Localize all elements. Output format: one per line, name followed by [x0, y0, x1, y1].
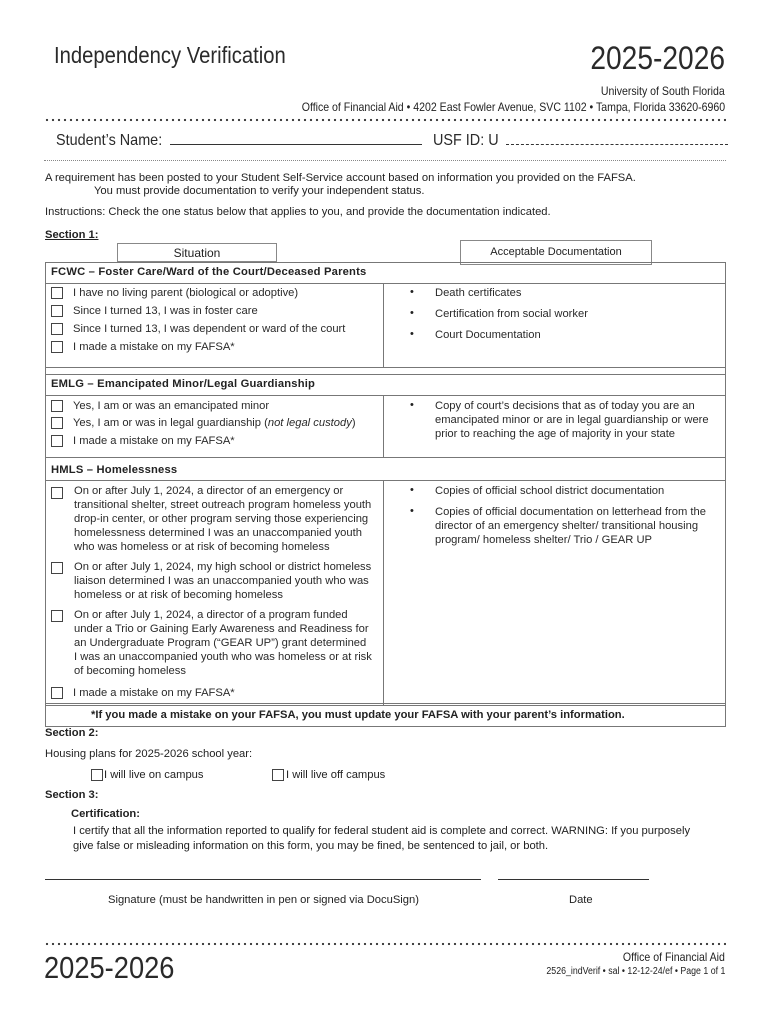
- hmls-option-1-line: who was homeless or at risk of becoming homeless: [74, 541, 330, 553]
- intro-line-1: A requirement has been posted to your Student Self-Service account based on information you provided on the FAFSA.: [45, 172, 636, 184]
- hmls-doc-line: director of an emergency shelter/ transitional housing: [435, 520, 699, 532]
- name-divider: [44, 160, 726, 161]
- hmls-option-3-line: On or after July 1, 2024, a director of a program funded: [74, 609, 348, 621]
- emlg-emancipated-checkbox[interactable]: [51, 400, 63, 412]
- university-name: University of South Florida: [601, 84, 725, 98]
- usf-id-field[interactable]: [506, 131, 728, 145]
- hmls-option-3-line: under a Trio or Gaining Early Awareness and Readiness for: [74, 623, 369, 635]
- fcwc-doc: Certification from social worker: [435, 308, 588, 320]
- row-divider: [45, 395, 726, 396]
- emlg-guardianship-checkbox[interactable]: [51, 417, 63, 429]
- bullet-icon: •: [410, 286, 414, 298]
- hmls-doc-line: program/ homeless shelter/ Trio / GEAR UP: [435, 534, 652, 546]
- signature-line[interactable]: [45, 879, 481, 880]
- off-campus-label: I will live off campus: [286, 769, 386, 781]
- emlg-doc-line: Copy of court’s decisions that as of today you are an: [435, 400, 695, 412]
- student-info-row: [56, 131, 728, 150]
- hmls-option-4: I made a mistake on my FAFSA*: [73, 687, 235, 699]
- section-2-label: Section 2:: [45, 727, 99, 739]
- footer-year: 2025-2026: [44, 950, 175, 985]
- usf-id-label: USF ID: U: [432, 132, 499, 149]
- hmls-trio-gearup-checkbox[interactable]: [51, 610, 63, 622]
- hmls-option-1-line: homelessness determined I was an unaccompanied youth: [74, 527, 362, 539]
- hmls-option-1-line: transitional shelter, street outreach program homeless youth: [74, 499, 372, 511]
- student-name-label: Student’s Name:: [56, 132, 163, 149]
- fcwc-doc: Death certificates: [435, 287, 522, 299]
- hmls-shelter-director-checkbox[interactable]: [51, 487, 63, 499]
- certification-line-2: give false or misleading information on this form, you may be fined, be sentenced to jail, or both.: [73, 840, 549, 852]
- student-name-field[interactable]: [170, 131, 422, 145]
- emlg-doc-line: prior to reaching the age of majority in your state: [435, 428, 676, 440]
- fcwc-doc: Court Documentation: [435, 329, 541, 341]
- date-label: Date: [569, 894, 593, 906]
- bullet-icon: •: [410, 307, 414, 319]
- bullet-icon: •: [410, 328, 414, 340]
- header-divider: [44, 118, 726, 122]
- emlg-heading: EMLG – Emancipated Minor/Legal Guardianship: [51, 378, 316, 390]
- hmls-doc-line: Copies of official documentation on letterhead from the: [435, 506, 706, 518]
- office-address: Office of Financial Aid • 4202 East Fowler Avenue, SVC 1102 • Tampa, Florida 33620-6960: [301, 100, 725, 114]
- hmls-option-1-line: On or after July 1, 2024, a director of an emergency or: [74, 485, 344, 497]
- hmls-liaison-checkbox[interactable]: [51, 562, 63, 574]
- certification-line-1: I certify that all the information reported to qualify for federal student aid is complete and correct. WARNING: If you purposely: [73, 825, 691, 837]
- hmls-heading: HMLS – Homelessness: [51, 464, 178, 476]
- on-campus-label: I will live on campus: [104, 769, 204, 781]
- fcwc-option: Since I turned 13, I was in foster care: [73, 305, 258, 317]
- hmls-option-2-line: liaison determined I was an unaccompanied youth who was: [74, 575, 369, 587]
- footer-office: Office of Financial Aid: [623, 950, 725, 964]
- certification-heading: Certification:: [71, 808, 140, 820]
- fcwc-option: I made a mistake on my FAFSA*: [73, 341, 235, 353]
- footer-form-code: 2526_indVerif • sal • 12-12-24/ef • Page 1 of 1: [545, 966, 725, 977]
- fafsa-mistake-note: *If you made a mistake on your FAFSA, you must update your FAFSA with your parent’s information.: [91, 709, 625, 721]
- fcwc-heading: FCWC – Foster Care/Ward of the Court/Deceased Parents: [51, 266, 367, 278]
- date-line[interactable]: [498, 879, 649, 880]
- hmls-option-2-line: homeless or at risk of becoming homeless: [74, 589, 283, 601]
- fcwc-option: I have no living parent (biological or adoptive): [73, 287, 299, 299]
- documentation-header: Acceptable Documentation: [460, 240, 652, 265]
- row-divider: [45, 367, 726, 368]
- column-divider: [383, 283, 384, 367]
- hmls-option-3-line: of becoming homeless: [74, 665, 186, 677]
- emlg-mistake-checkbox[interactable]: [51, 435, 63, 447]
- fcwc-mistake-checkbox[interactable]: [51, 341, 63, 353]
- emlg-option: I made a mistake on my FAFSA*: [73, 435, 235, 447]
- form-year: 2025-2026: [590, 40, 725, 76]
- hmls-mistake-checkbox[interactable]: [51, 687, 63, 699]
- emlg-doc-line: emancipated minor or are in legal guardianship or were: [435, 414, 709, 426]
- off-campus-checkbox[interactable]: [272, 769, 284, 781]
- column-divider: [383, 480, 384, 706]
- hmls-doc: Copies of official school district documentation: [435, 485, 665, 497]
- fcwc-no-parent-checkbox[interactable]: [51, 287, 63, 299]
- hmls-option-1-line: drop-in center, or other program serving those experiencing: [74, 513, 369, 525]
- fafsa-mistake-note-box: [45, 703, 726, 727]
- emlg-option: Yes, I am or was an emancipated minor: [73, 400, 270, 412]
- section-1-label: Section 1:: [45, 229, 99, 241]
- column-divider: [383, 395, 384, 457]
- situation-header: Situation: [117, 243, 277, 262]
- row-divider: [45, 480, 726, 481]
- emlg-option: Yes, I am or was in legal guardianship (not legal custody): [73, 417, 356, 429]
- hmls-option-2-line: On or after July 1, 2024, my high school or district homeless: [74, 561, 372, 573]
- footer-divider: [44, 942, 726, 946]
- hmls-option-3-line: an Undergraduate Program (“GEAR UP”) grant determined: [74, 637, 367, 649]
- bullet-icon: •: [410, 505, 414, 517]
- housing-question: Housing plans for 2025-2026 school year:: [45, 748, 253, 760]
- signature-label: Signature (must be handwritten in pen or signed via DocuSign): [108, 894, 419, 906]
- row-divider: [45, 283, 726, 284]
- bullet-icon: •: [410, 399, 414, 411]
- fcwc-foster-care-checkbox[interactable]: [51, 305, 63, 317]
- fcwc-option: Since I turned 13, I was dependent or ward of the court: [73, 323, 346, 335]
- intro-line-2: You must provide documentation to verify your independent status.: [94, 185, 425, 197]
- hmls-option-3-line: I was an unaccompanied youth who was homeless or at risk: [74, 651, 372, 663]
- form-title: Independency Verification: [54, 42, 286, 68]
- on-campus-checkbox[interactable]: [91, 769, 103, 781]
- bullet-icon: •: [410, 484, 414, 496]
- fcwc-ward-checkbox[interactable]: [51, 323, 63, 335]
- row-divider: [45, 457, 726, 458]
- row-divider: [45, 374, 726, 375]
- instructions: Instructions: Check the one status below that applies to you, and provide the documentation indicated.: [45, 206, 551, 218]
- section-3-label: Section 3:: [45, 789, 99, 801]
